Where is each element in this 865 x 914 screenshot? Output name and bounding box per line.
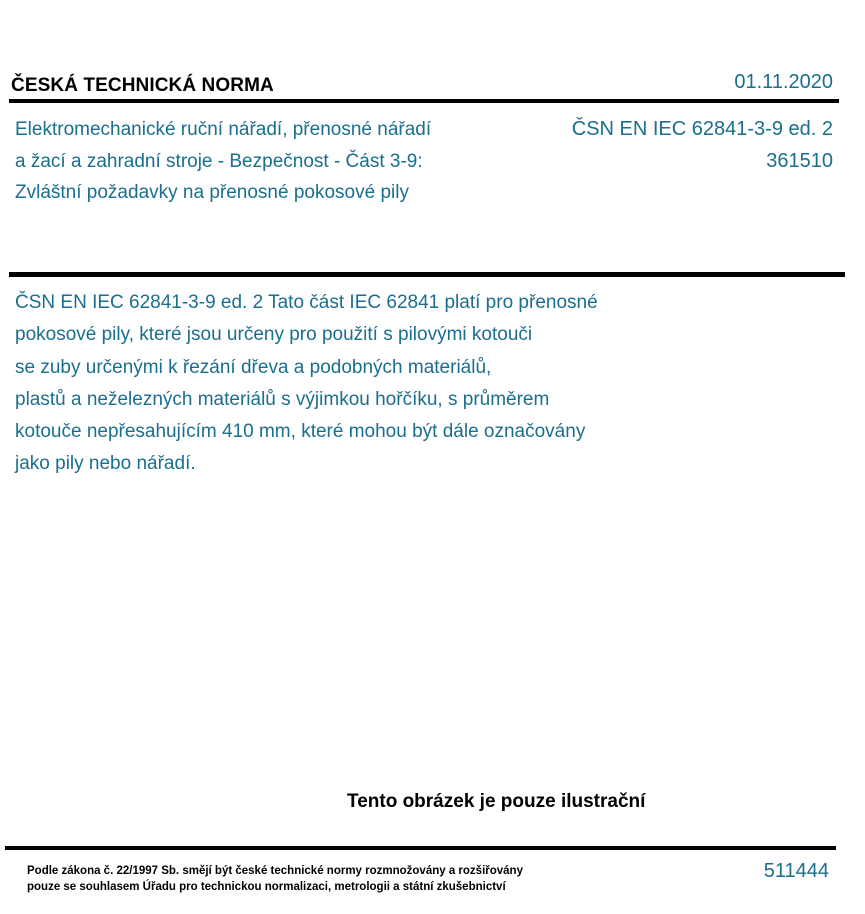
- document-title: [15, 114, 535, 209]
- middle-divider: [9, 272, 845, 277]
- document-code-block: [572, 114, 833, 177]
- standard-heading: ČESKÁ TECHNICKÁ NORMA: [11, 75, 274, 96]
- abstract-line: jako pily nebo nářadí.: [15, 453, 196, 475]
- document-title-line: Elektromechanické ruční nářadí, přenosné nářadí: [15, 119, 432, 140]
- standard-code: ČSN EN IEC 62841-3-9 ed. 2: [571, 118, 833, 140]
- abstract-line: kotouče nepřesahujícím 410 mm, které mohou být dále označovány: [15, 421, 586, 443]
- catalog-number: 511444: [763, 860, 829, 882]
- document-title-line: Zvláštní požadavky na přenosné pokosové pily: [15, 182, 409, 203]
- abstract-line: pokosové pily, které jsou určeny pro použití s pilovými kotouči: [15, 324, 533, 346]
- document-title-line: a žací a zahradní stroje - Bezpečnost - Část 3-9:: [15, 150, 423, 172]
- abstract-line: plastů a neželezných materiálů s výjimkou hořčíku, s průměrem: [15, 388, 550, 410]
- abstract-line: ČSN EN IEC 62841-3-9 ed. 2 Tato část IEC 62841 platí pro přenosné: [15, 292, 598, 313]
- bottom-divider: [5, 846, 836, 850]
- legal-notice: [27, 863, 523, 895]
- legal-notice-line: Podle zákona č. 22/1997 Sb. smějí být české technické normy rozmnožovány a rozšiřovány: [27, 865, 523, 877]
- abstract-text: [15, 287, 715, 481]
- publication-date: 01.11.2020: [734, 71, 833, 93]
- illustrative-note: Tento obrázek je pouze ilustrační: [347, 791, 646, 812]
- abstract-line: se zuby určenými k řezání dřeva a podobných materiálů,: [15, 356, 492, 378]
- top-divider: [9, 99, 839, 103]
- legal-notice-line: pouze se souhlasem Úřadu pro technickou normalizaci, metrologii a státní zkušebnictví: [27, 881, 506, 893]
- class-number: 361510: [766, 149, 833, 172]
